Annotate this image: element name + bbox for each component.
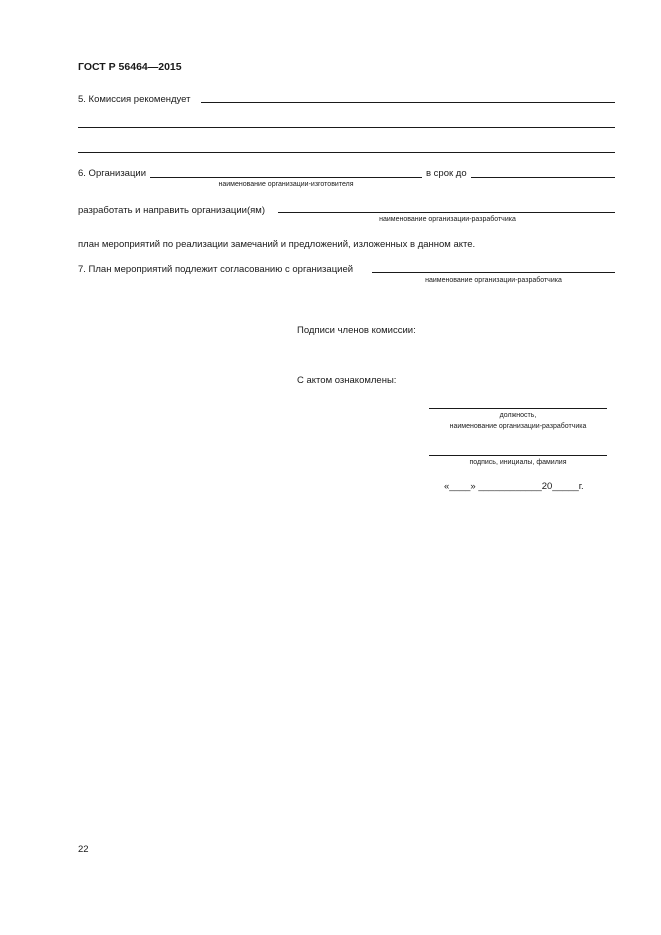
item6-dev-caption: наименование организации-разработчика	[379, 216, 516, 223]
document-standard-header: ГОСТ Р 56464—2015	[78, 61, 182, 73]
position-caption-line2: наименование организации-разработчика	[449, 423, 587, 430]
item5-label: 5. Комиссия рекомендует	[78, 94, 191, 105]
signature-fill-line	[429, 455, 607, 456]
position-caption-line1: должность,	[499, 412, 537, 419]
signature-date: «____» ____________20_____г.	[444, 481, 584, 492]
item5-fill-line-2	[78, 127, 615, 128]
item5-fill-line-1	[201, 102, 615, 103]
item7-fill-line	[372, 272, 615, 273]
item7-label: 7. План мероприятий подлежит согласованию с организацией	[78, 264, 354, 275]
item6-dev-fill-line	[278, 212, 615, 213]
page-number: 22	[78, 844, 89, 855]
position-fill-line	[429, 408, 607, 409]
item6-org-fill-line	[150, 177, 422, 178]
members-signatures-label: Подписи членов комиссии:	[297, 325, 416, 336]
item6-label: 6. Организации	[78, 168, 147, 179]
signature-caption: подпись, инициалы, фамилия	[469, 459, 567, 466]
item6-plan-text: план мероприятий по реализации замечаний и предложений, изложенных в данном акте.	[78, 239, 476, 250]
item6-org-caption: наименование организации-изготовителя	[218, 181, 354, 188]
acquainted-label: С актом ознакомлены:	[297, 375, 397, 386]
item6-deadline-fill-line	[471, 177, 615, 178]
item6-develop-label: разработать и направить организации(ям)	[78, 205, 265, 216]
item5-fill-line-3	[78, 152, 615, 153]
item6-deadline-label: в срок до	[426, 168, 467, 179]
item7-dev-caption: наименование организации-разработчика	[425, 277, 562, 284]
